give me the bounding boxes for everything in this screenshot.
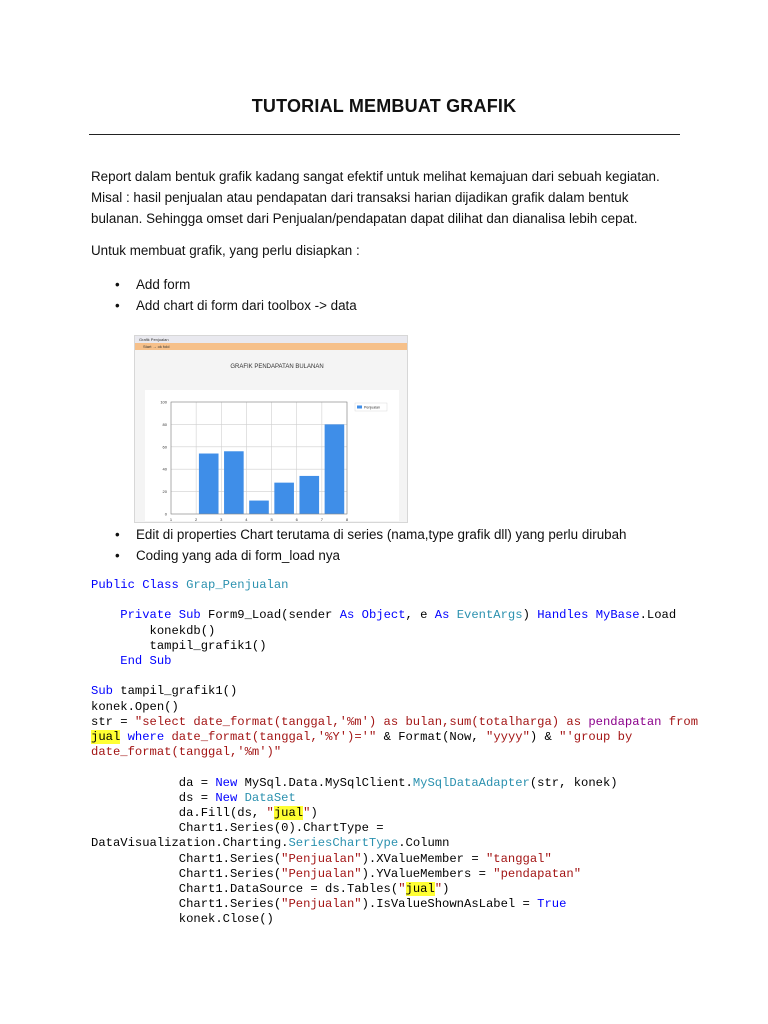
y-tick-label: 0 <box>164 511 167 517</box>
title-divider <box>89 134 680 135</box>
code-line <box>91 730 761 745</box>
code-token: str = <box>91 714 135 729</box>
prerequisite-lead: Untuk membuat grafik, yang perlu disiapkan : <box>91 243 360 258</box>
screenshot-menu-bar: Start → ok fold <box>135 343 407 350</box>
code-line <box>91 897 761 912</box>
code-line <box>91 821 761 836</box>
code-token: Public Class <box>91 578 187 592</box>
code-token: Chart1.Series( <box>91 866 282 881</box>
code-token: , e <box>405 608 435 623</box>
document-title: TUTORIAL MEMBUAT GRAFIK <box>251 96 517 116</box>
code-token: ) <box>310 806 318 821</box>
code-token: " <box>303 806 311 821</box>
code-token: Handles MyBase <box>537 608 640 623</box>
code-token: Form9_Load(sender <box>208 608 340 623</box>
code-line <box>91 593 761 608</box>
x-tick-label: 8 <box>345 517 349 522</box>
code-token: DataSet <box>244 790 296 805</box>
code-token: tampil_grafik1() <box>120 684 238 699</box>
code-token: ).IsValueShownAsLabel = <box>361 897 538 912</box>
y-tick-label: 20 <box>162 489 167 495</box>
code-token: ) <box>522 608 538 623</box>
code-token: konekdb() <box>91 623 216 638</box>
code-line <box>91 654 761 669</box>
code-token <box>91 608 120 622</box>
code-token: DataVisualization.Charting. <box>91 836 289 851</box>
code-token: "Penjualan" <box>281 851 362 866</box>
code-token: EventArgs <box>456 608 523 623</box>
code-token: date_format(tanggal,'%m')" <box>91 745 282 760</box>
bar-6 <box>299 476 319 514</box>
code-token: True <box>537 897 567 912</box>
list-item: • Edit di properties Chart terutama di series (nama,type grafik dll) yang perlu dirubah <box>91 524 691 545</box>
code-token: As Object <box>339 608 406 623</box>
code-token <box>91 654 120 668</box>
y-tick-label: 100 <box>160 399 167 405</box>
code-token: pendapatan <box>588 714 662 729</box>
highlighted-token: jual <box>273 806 304 821</box>
code-token: Chart1.Series(0).ChartType = <box>91 821 384 836</box>
code-line <box>91 867 761 882</box>
bullet-list-followup <box>91 524 691 566</box>
code-token: ).XValueMember = <box>361 851 486 866</box>
y-tick-label: 60 <box>162 444 167 450</box>
code-line <box>91 776 761 791</box>
code-line <box>91 684 761 699</box>
code-listing <box>91 578 761 928</box>
chart-screenshot <box>134 335 408 523</box>
code-token: date_format(tanggal,'%Y')='" <box>171 730 377 745</box>
x-tick-label: 1 <box>169 517 173 522</box>
code-token: & Format(Now, <box>376 730 486 745</box>
code-token: Chart1.Series( <box>91 851 282 866</box>
highlighted-token: jual <box>91 730 121 745</box>
code-token: MySql.Data.MySqlClient. <box>244 775 413 790</box>
bar-5 <box>274 483 294 514</box>
code-token <box>120 730 127 744</box>
list-item: • Add form <box>91 274 691 295</box>
list-item: • Coding yang ada di form_load nya <box>91 545 691 566</box>
highlighted-token: jual <box>405 882 435 897</box>
code-line <box>91 760 761 775</box>
bar-4 <box>249 501 269 514</box>
code-token: Chart1.DataSource = ds.Tables( <box>91 882 399 897</box>
bar-2 <box>199 454 219 514</box>
code-token: New <box>215 790 245 805</box>
bar-chart <box>135 350 407 522</box>
code-token: ).YValueMembers = <box>361 866 494 881</box>
code-token: .Column <box>398 836 450 851</box>
code-line <box>91 700 761 715</box>
code-token: End Sub <box>120 654 172 669</box>
code-line <box>91 608 761 623</box>
code-line <box>91 624 761 639</box>
code-token: Chart1.Series( <box>91 897 282 912</box>
code-token: (str, konek) <box>529 775 618 790</box>
x-tick-label: 7 <box>320 517 323 522</box>
chart-legend <box>355 403 387 411</box>
intro-paragraph: Report dalam bentuk grafik kadang sangat efektif untuk melihat kemajuan dari sebuah kegiatan. Misal : hasil penjualan atau pendapatan dari transaksi harian dijadikan grafik dalam bentuk bulanan. Sehingga omset dari Penjualan/pendapatan dapat dilihat dan dianalisa lebih cepat. <box>91 169 660 226</box>
code-line <box>91 852 761 867</box>
code-token: "select date_format(tanggal,'%m') as bulan,sum(totalharga) as <box>134 714 589 729</box>
code-token: "Penjualan" <box>281 897 362 912</box>
code-token: tampil_grafik1() <box>91 638 267 653</box>
code-token: da.Fill(ds, <box>91 806 267 821</box>
x-tick-label: 2 <box>195 517 198 522</box>
bar-3 <box>224 451 244 514</box>
y-tick-label: 80 <box>162 421 167 427</box>
code-line <box>91 578 761 593</box>
code-token: ) <box>442 882 450 897</box>
code-line <box>91 912 761 927</box>
screenshot-title-bar: Grafik Penjualan <box>135 336 407 343</box>
code-line <box>91 669 761 684</box>
list-item: • Add chart di form dari toolbox -> data <box>91 295 691 316</box>
code-token: da = <box>91 775 216 790</box>
code-token: konek.Open() <box>91 699 179 714</box>
code-token: MySqlDataAdapter <box>412 775 530 790</box>
x-tick-label: 6 <box>295 517 298 522</box>
code-token: " <box>266 806 274 821</box>
code-token: " <box>398 882 406 897</box>
bar-7 <box>325 424 345 514</box>
code-line <box>91 806 761 821</box>
code-line <box>91 882 761 897</box>
code-token: ds = <box>91 790 216 805</box>
code-token: "'group by <box>559 730 633 745</box>
code-line <box>91 715 761 730</box>
code-token: Sub <box>91 684 121 699</box>
code-line <box>91 791 761 806</box>
legend-label: Penjualan <box>364 405 380 410</box>
x-tick-label: 5 <box>270 517 273 522</box>
code-line <box>91 745 761 760</box>
x-tick-label: 3 <box>220 517 223 522</box>
code-token: " <box>434 882 443 897</box>
code-token: Grap_Penjualan <box>186 578 289 592</box>
code-token: "yyyy" <box>486 730 530 745</box>
code-token: .Load <box>639 608 677 623</box>
code-token: from <box>661 714 699 729</box>
code-token: "pendapatan" <box>493 866 582 881</box>
code-token: ) & <box>529 730 560 745</box>
code-token: Private Sub <box>120 608 209 623</box>
legend-swatch <box>357 406 362 409</box>
code-line <box>91 639 761 654</box>
code-line <box>91 836 761 851</box>
code-token: "tanggal" <box>485 851 552 866</box>
code-token: New <box>215 775 245 790</box>
code-token: SeriesChartType <box>288 836 399 851</box>
y-tick-label: 40 <box>162 466 167 472</box>
code-token: "Penjualan" <box>281 866 362 881</box>
chart-title: GRAFIK PENDAPATAN BULANAN <box>230 364 324 370</box>
code-token: As <box>434 608 457 623</box>
bullet-list-setup <box>91 274 691 316</box>
x-tick-label: 4 <box>245 517 248 522</box>
code-token: where <box>127 730 172 745</box>
code-token: konek.Close() <box>91 912 274 927</box>
